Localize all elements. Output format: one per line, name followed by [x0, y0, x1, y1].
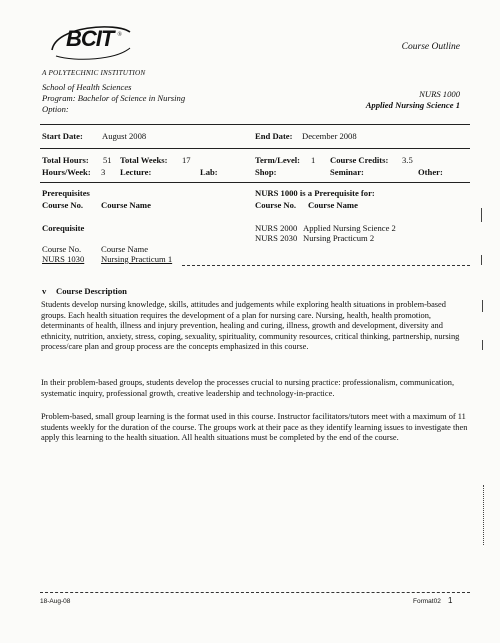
prereq-for-col-name: Course Name — [308, 200, 358, 210]
corequisite-col-name: Course Name — [101, 244, 149, 254]
corequisite-underline — [182, 265, 470, 266]
prereq-for-row-1-no: NURS 2000 — [255, 223, 298, 233]
requisites-divider — [40, 182, 470, 183]
total-hours-label: Total Hours: — [42, 155, 89, 165]
shop-label: Shop: — [255, 167, 277, 177]
corequisite-row-1-name: Nursing Practicum 1 — [101, 254, 173, 264]
hours-week-label: Hours/Week: — [42, 167, 91, 177]
scan-edge-mark — [482, 300, 483, 312]
total-hours-value: 51 — [103, 155, 112, 165]
scan-edge-mark — [481, 255, 482, 265]
header-divider — [40, 124, 470, 125]
lab-label: Lab: — [200, 167, 218, 177]
course-credits-label: Course Credits: — [330, 155, 389, 165]
lecture-label: Lecture: — [120, 167, 152, 177]
bcit-logo — [52, 26, 122, 54]
description-paragraph-2: In their problem-based groups, students develop the processes crucial to nursing practice: professionalism, communication, systematic inquiry, professional growth, creative leadership and technology-in-practice. — [41, 378, 455, 398]
footer-page-number: 1 — [448, 596, 453, 605]
details-divider — [40, 148, 470, 149]
seminar-label: Seminar: — [330, 167, 364, 177]
prereq-for-heading: NURS 1000 is a Prerequisite for: — [255, 188, 375, 198]
total-weeks-label: Total Weeks: — [120, 155, 168, 165]
prereq-for-row-2-no: NURS 2030 — [255, 233, 298, 243]
description-heading: Course Description — [56, 286, 127, 296]
logo-text: BCIT — [66, 26, 114, 51]
end-date-label: End Date: — [255, 131, 293, 141]
prereq-for-row-2-name: Nursing Practicum 2 — [303, 233, 375, 243]
footer-date: 18-Aug-08 — [40, 598, 71, 605]
prerequisites-col-no: Course No. — [42, 200, 84, 210]
prerequisites-heading: Prerequisites — [42, 188, 90, 198]
course-credits-value: 3.5 — [402, 155, 413, 165]
prereq-for-row-1-name: Applied Nursing Science 2 — [303, 223, 396, 233]
term-level-value: 1 — [311, 155, 316, 165]
hours-week-value: 3 — [101, 167, 106, 177]
prerequisites-col-name: Course Name — [101, 200, 151, 210]
corequisite-col-no: Course No. — [42, 244, 82, 254]
end-date-value: December 2008 — [302, 131, 357, 141]
logo-trademark: ® — [117, 32, 122, 38]
prereq-for-col-no: Course No. — [255, 200, 297, 210]
course-code: NURS 1000 — [419, 89, 460, 99]
start-date-value: August 2008 — [102, 131, 147, 141]
logo-tagline: A POLYTECHNIC INSTITUTION — [42, 69, 146, 77]
description-bullet: v — [42, 286, 47, 296]
footer-form: Format02 — [413, 598, 441, 605]
term-level-label: Term/Level: — [255, 155, 301, 165]
school-name: School of Health Sciences — [42, 82, 132, 92]
scan-edge-mark — [483, 485, 485, 545]
scan-edge-mark — [482, 340, 483, 350]
option-label: Option: — [42, 104, 69, 114]
description-paragraph-3: Problem-based, small group learning is the format used in this course. Instructor facilitators/tutors meet with a maximum of 11 students weekly for the duration of the course. The groups work at their pace as they identify learning issues to investigate then apply this learning to the health situation. All health situations must be completed by the end of the course. — [41, 412, 468, 443]
total-weeks-value: 17 — [182, 155, 191, 165]
start-date-label: Start Date: — [42, 131, 83, 141]
document-type: Course Outline — [401, 42, 460, 52]
scan-edge-mark — [481, 208, 482, 222]
corequisite-row-1-no: NURS 1030 — [42, 254, 85, 264]
description-paragraph-1: Students develop nursing knowledge, skills, attitudes and judgements while exploring health situations in problem-based groups. Each health situation requires the development of a plan for nursing care. Nursing, health, health promotion, determinants of health, illness and injury prevention, healing and curing, illness, growth and development, diversity and ethnicity, nutrition, anxiety, stress, coping, sexuality, spirituality, community resources, critical thinking, partnership, nursing process/care plan and group process are the concepts emphasized in this course. — [41, 300, 460, 352]
corequisite-heading: Corequisite — [42, 223, 85, 233]
course-title: Applied Nursing Science 1 — [365, 100, 460, 110]
program-name: Program: Bachelor of Science in Nursing — [42, 93, 186, 103]
other-label: Other: — [418, 167, 443, 177]
footer-divider — [40, 592, 470, 593]
